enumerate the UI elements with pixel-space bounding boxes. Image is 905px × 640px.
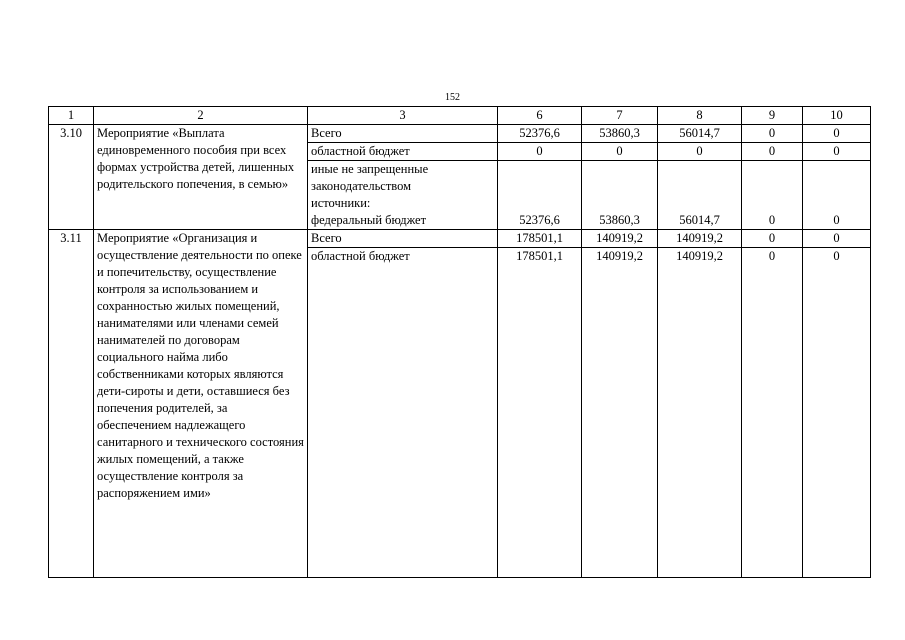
row-id: 3.10 [49,125,94,230]
value-col-10: 0 [803,143,871,161]
budget-table [48,106,871,578]
header-row [49,107,871,125]
value-text: 0 [833,213,840,227]
value-col-7: 140919,2 [582,230,658,248]
value-col-10: 0 [803,230,871,248]
source-label-line: источники: [311,196,371,210]
value-col-6 [498,161,582,230]
source-label-line: иные не запрещенные [311,162,429,176]
row-name: Мероприятие «Выплата единовременного пособия при всех формах устройства детей, лишенных родительского попечения, в семью» [94,125,308,230]
header-col-9: 9 [742,107,803,125]
value-col-8: 0 [658,143,742,161]
value-col-10: 0 [803,248,871,578]
value-text: 56014,7 [679,213,720,227]
table-row [49,230,871,248]
source-label: Всего [308,230,498,248]
header-col-6: 6 [498,107,582,125]
table-row [49,125,871,143]
value-text: 0 [768,213,776,227]
source-label: областной бюджет [308,143,498,161]
page-number: 152 [445,92,460,103]
source-label [308,161,498,230]
header-col-1: 1 [49,107,94,125]
value-col-9: 0 [742,248,803,578]
row-name: Мероприятие «Организация и осуществление деятельности по опеке и попечительству, осуществление контроля за использованием и сохранностью жилых помещений, нанимателями или членами семей нанимателей по договорам социального найма либо собственниками которых являются дети-сироты и дети, оставшиеся без попечения родителей, за обеспечением надлежащего санитарного и технического состояния жилых помещений, а также осуществление контроля за распоряжением ими» [94,230,308,578]
value-col-8 [658,161,742,230]
value-col-7: 0 [582,143,658,161]
value-col-9: 0 [742,230,803,248]
value-col-6: 178501,1 [498,230,582,248]
value-col-9: 0 [742,125,803,143]
value-col-9: 0 [742,143,803,161]
value-col-7: 53860,3 [582,125,658,143]
source-label-line: федеральный бюджет [311,213,427,227]
value-col-8: 140919,2 [658,248,742,578]
value-col-10: 0 [803,125,871,143]
value-col-8: 56014,7 [658,125,742,143]
value-col-10 [803,161,871,230]
value-col-6: 52376,6 [498,125,582,143]
value-col-8: 140919,2 [658,230,742,248]
header-col-10: 10 [803,107,871,125]
source-label-line: законодательством [311,179,412,193]
value-text: 52376,6 [519,213,560,227]
header-col-3: 3 [308,107,498,125]
value-col-7 [582,161,658,230]
value-col-7: 140919,2 [582,248,658,578]
value-col-9 [742,161,803,230]
source-label: Всего [308,125,498,143]
header-col-7: 7 [582,107,658,125]
header-col-2: 2 [94,107,308,125]
source-label: областной бюджет [308,248,498,578]
value-col-6: 0 [498,143,582,161]
row-id: 3.11 [49,230,94,578]
value-text: 53860,3 [599,213,640,227]
header-col-8: 8 [658,107,742,125]
value-col-6: 178501,1 [498,248,582,578]
